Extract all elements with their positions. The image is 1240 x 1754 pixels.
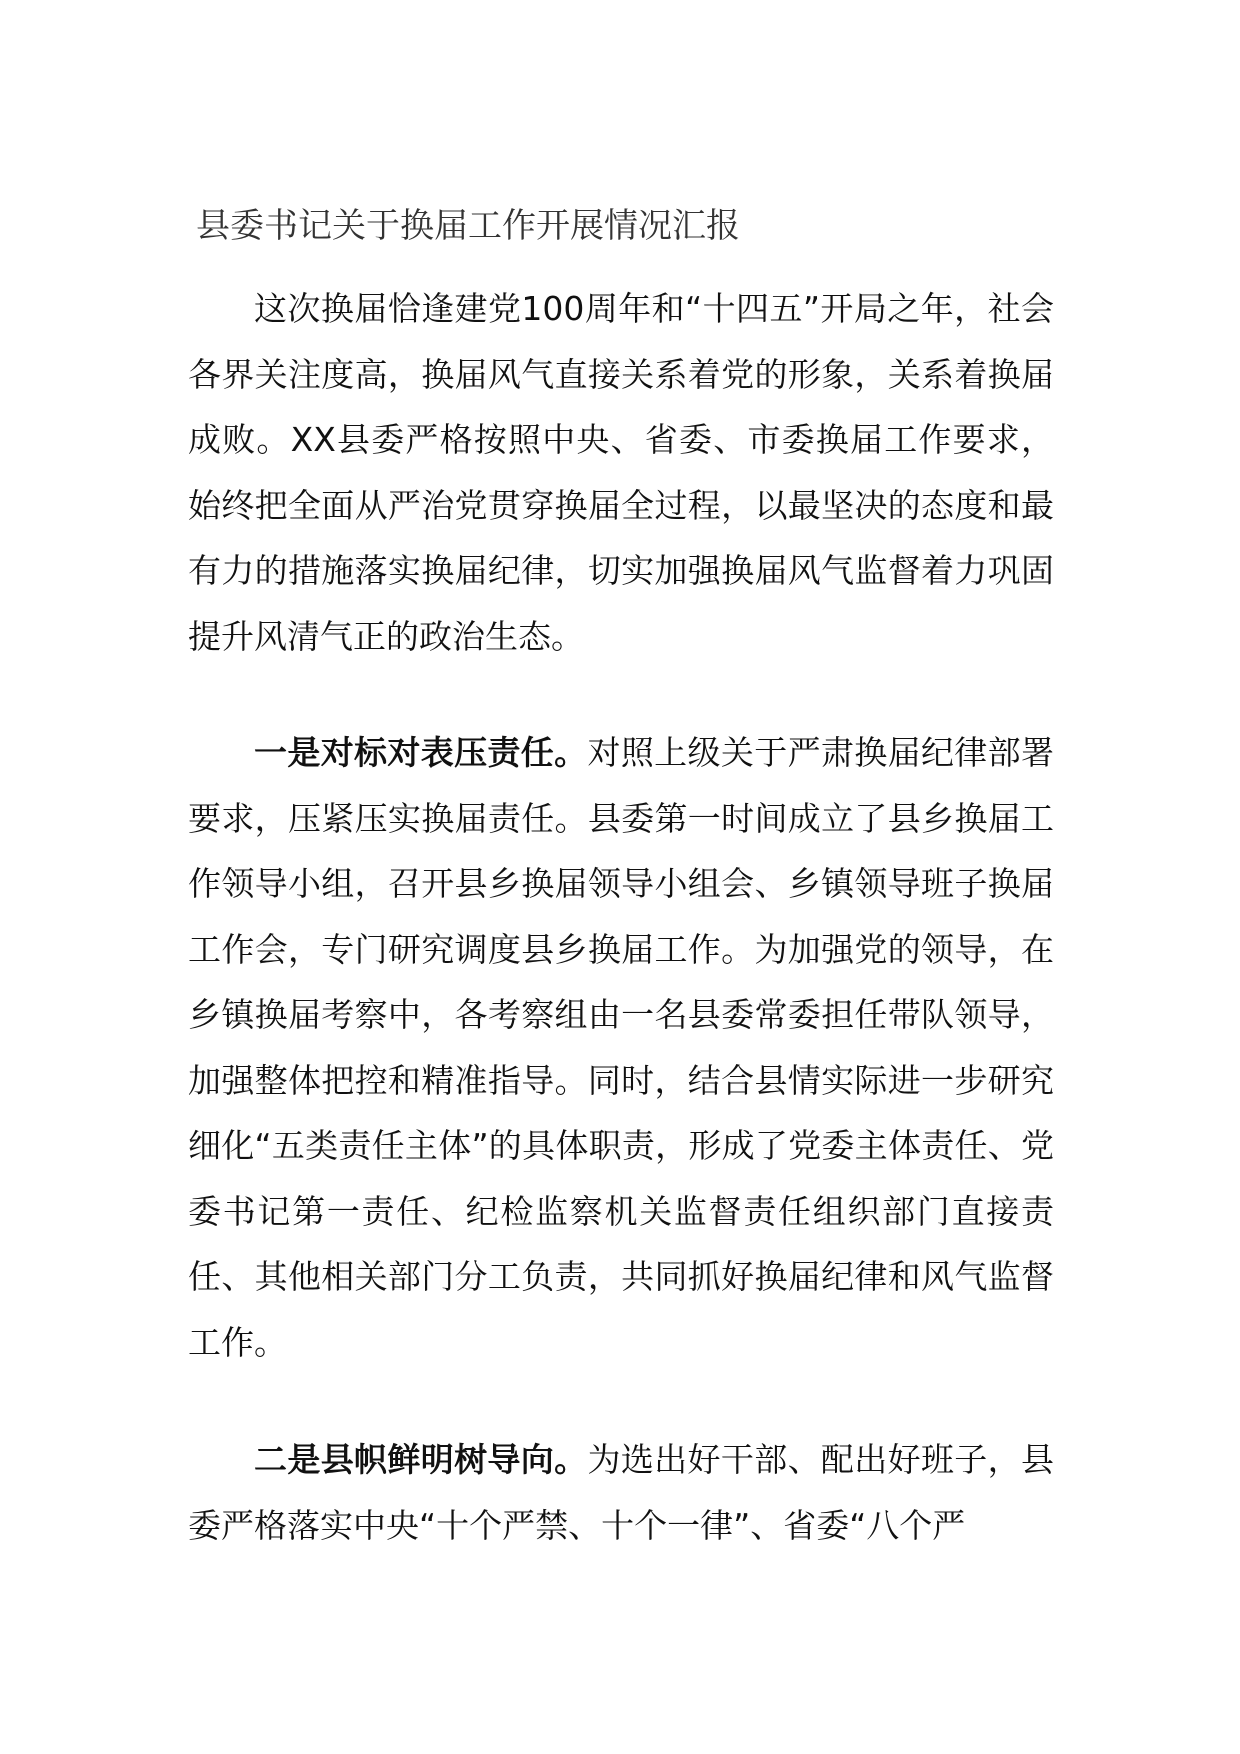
paragraph-text: 这次换届恰逢建党100周年和“十四五”开局之年，社会各界关注度高，换届风气直接关系着党的形象，关系着换届成败。XX县委严格按照中央、省委、市委换届工作要求，始终把全面从严治党贯穿换届全过程，以最坚决的态度和最有力的措施落实换届纪律，切实加强换届风气监督着力巩固提升风清气正的政治生态。	[188, 289, 1054, 656]
paragraph-responsibility	[188, 720, 1054, 1375]
paragraph-lead: 一是对标对表压责任。	[254, 733, 588, 772]
paragraph-lead: 二是县帜鲜明树导向。	[254, 1440, 588, 1479]
document-title: 县委书记关于换届工作开展情况汇报	[196, 206, 740, 246]
paragraph-guidance	[188, 1427, 1054, 1558]
paragraph-text: 为选出好干部、配出好班子，县委严格落实中央“十个严禁、十个一律”、省委“八个严	[188, 1440, 1055, 1545]
paragraph-intro	[188, 276, 1054, 669]
paragraph-text: 对照上级关于严肃换届纪律部署要求，压紧压实换届责任。县委第一时间成立了县乡换届工作领导小组，召开县乡换届领导小组会、乡镇领导班子换届工作会，专门研究调度县乡换届工作。为加强党的领导，在乡镇换届考察中，各考察组由一名县委常委担任带队领导，加强整体把控和精准指导。同时，结合县情实际进一步研究细化“五类责任主体”的具体职责，形成了党委主体责任、党委书记第一责任、纪检监察机关监督责任组织部门直接责任、其他相关部门分工负责，共同抓好换届纪律和风气监督工作。	[188, 733, 1055, 1362]
